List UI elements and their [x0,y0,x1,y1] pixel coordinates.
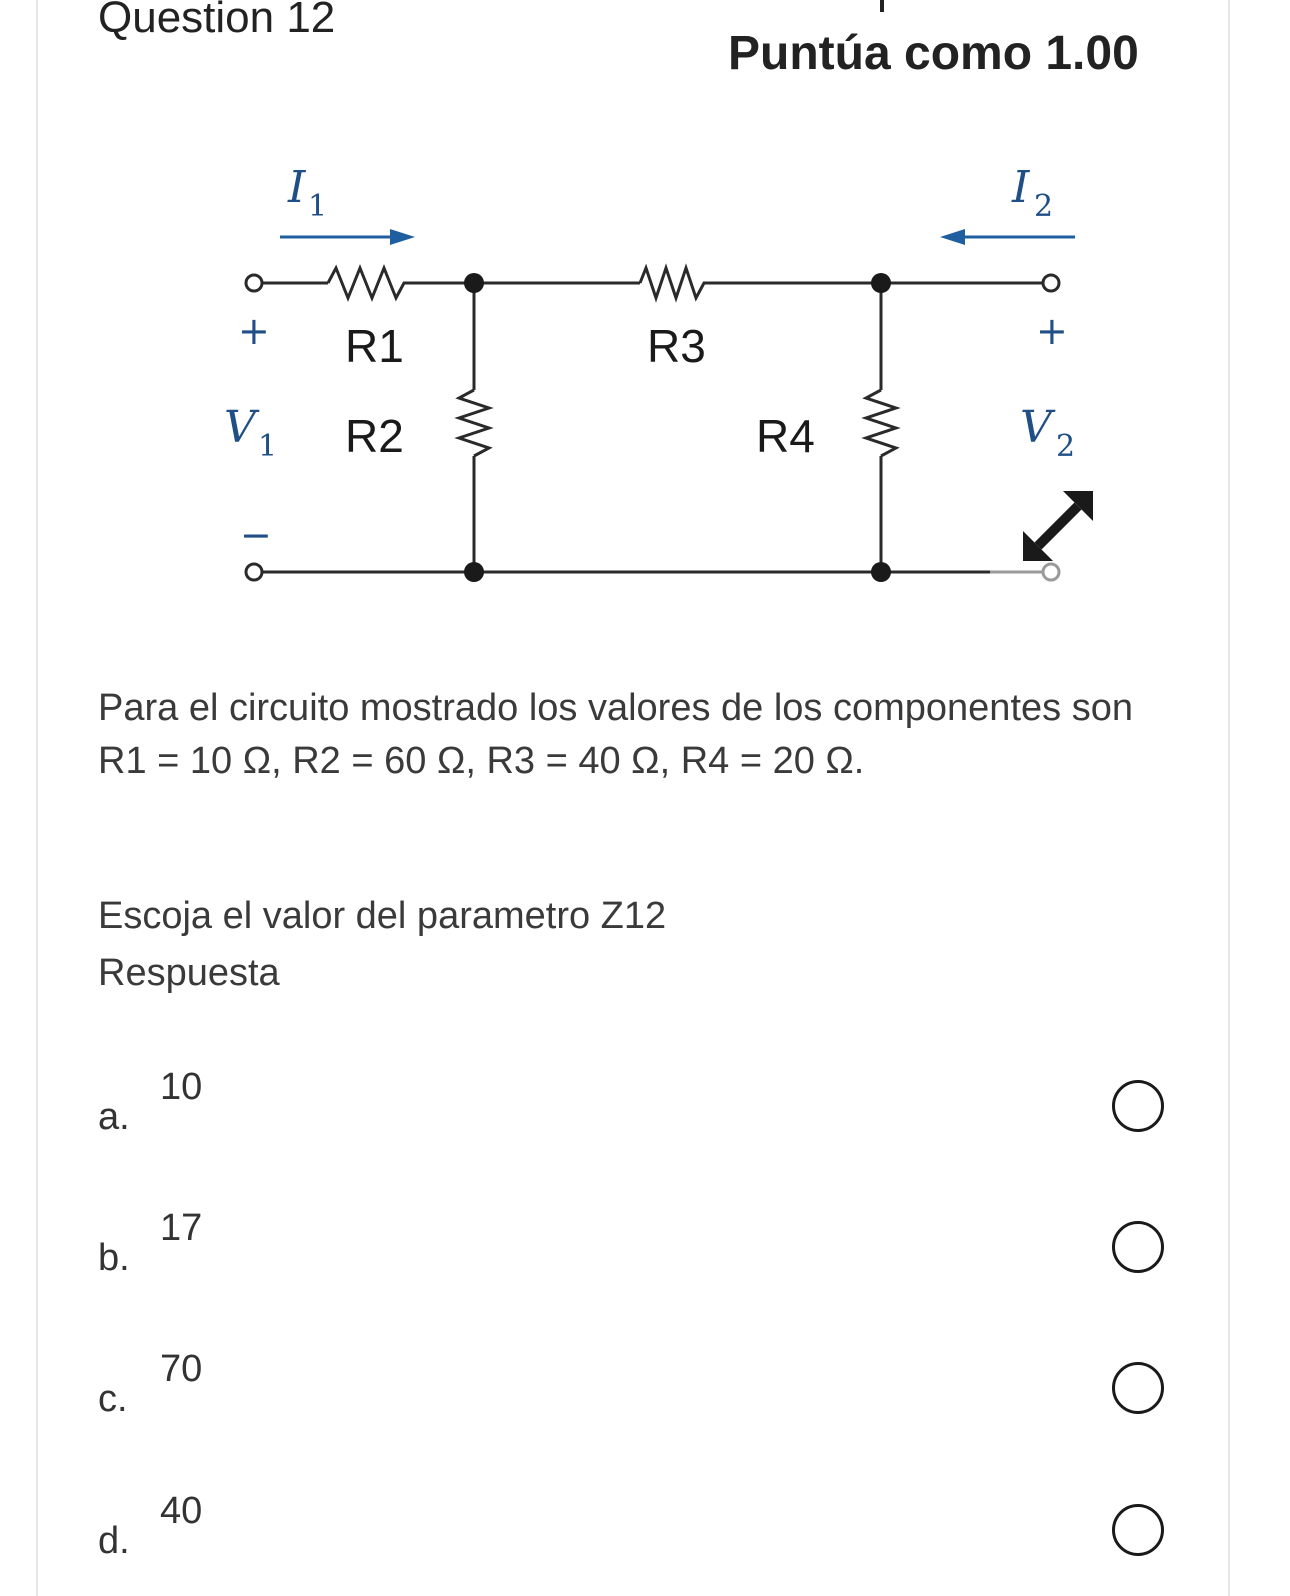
label-i2: I [1012,162,1030,213]
option-value: 70 [160,1348,203,1390]
label-r4: R4 [756,410,815,462]
question-title: Question 12 [98,0,336,42]
option-letter: d. [98,1520,130,1562]
label-v2-sub: 2 [1056,429,1076,464]
minus-left: − [240,513,272,557]
radio-button[interactable] [1112,1080,1164,1132]
cropped-glyph [880,0,884,12]
option-value: 40 [160,1490,203,1532]
question-prompt: Escoja el valor del parametro Z12 [98,895,667,937]
terminal-bottom-left [246,564,262,580]
answer-label: Respuesta [98,952,280,994]
terminal-top-right [1043,275,1059,291]
option-b[interactable] [0,1206,1290,1296]
resistor-r1 [328,268,420,298]
label-i2-sub: 2 [1034,189,1054,224]
option-letter: a. [98,1096,130,1138]
option-d[interactable] [0,1489,1290,1579]
label-r3: R3 [647,320,706,372]
label-v2: V [1020,402,1052,453]
question-grade: Puntúa como 1.00 [728,27,1139,80]
option-c[interactable] [0,1347,1290,1437]
node-bottom-left [464,562,484,582]
resistor-r4 [866,390,896,456]
label-i1-sub: 1 [308,189,328,224]
node-bottom-right [871,562,891,582]
radio-button[interactable] [1112,1504,1164,1556]
label-r1: R1 [345,320,404,372]
option-value: 17 [160,1207,203,1249]
radio-button[interactable] [1112,1221,1164,1273]
resistor-r2 [459,390,489,456]
option-letter: c. [98,1378,128,1420]
option-letter: b. [98,1237,130,1279]
node-top-left [464,273,484,293]
plus-left: + [238,309,270,353]
label-r2: R2 [345,410,404,462]
arrow-i2-head [940,229,965,245]
resize-icon[interactable] [1023,491,1093,561]
question-description: Para el circuito mostrado los valores de los componentes son R1 = 10 Ω, R2 = 60 Ω, R3 = 40 Ω, R4 = 20 Ω. [98,687,1133,782]
label-i1: I [288,162,306,213]
resistor-r3 [640,268,720,298]
label-v1-sub: 1 [258,429,278,464]
terminal-bottom-right [1043,564,1059,580]
option-value: 10 [160,1066,203,1108]
option-a[interactable] [0,1065,1290,1155]
label-v1: V [224,402,256,453]
circuit-diagram [200,150,1120,610]
arrow-i1-head [390,229,415,245]
terminal-top-left [246,275,262,291]
node-top-right [871,273,891,293]
plus-right: + [1036,309,1068,353]
radio-button[interactable] [1112,1362,1164,1414]
